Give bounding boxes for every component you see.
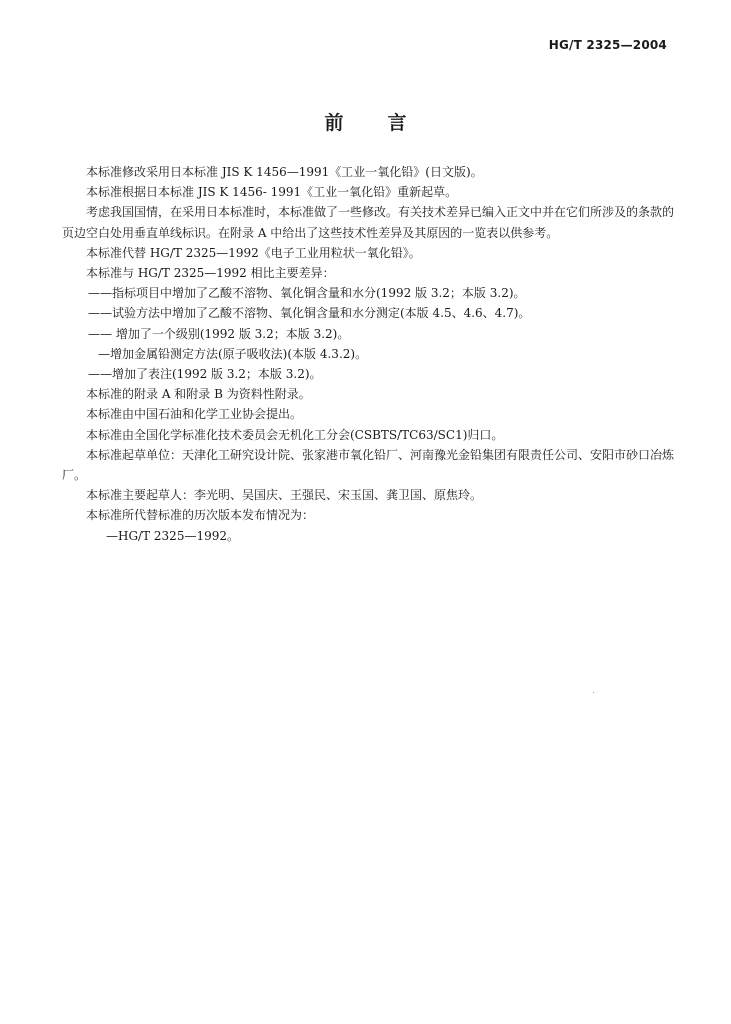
difference-item-3: —— 增加了一个级别(1992 版 3.2；本版 3.2)。 bbox=[88, 326, 350, 341]
difference-item-4: —增加金属铅测定方法(原子吸收法)(本版 4.3.2)。 bbox=[98, 346, 368, 361]
paragraph-drafters: 本标准主要起草人：李光明、吴国庆、王强民、宋玉国、龚卫国、原焦玲。 bbox=[86, 488, 483, 503]
paragraph-drafting-units: 本标准起草单位：天津化工研究设计院、张家港市氧化铅厂、河南豫光金铅集团有限责任公司、安阳市砂口冶炼厂。 bbox=[62, 447, 675, 483]
difference-item-5: ——增加了表注(1992 版 3.2；本版 3.2)。 bbox=[88, 367, 322, 382]
difference-item-2: ——试验方法中增加了乙酸不溶物、氧化铜含量和水分测定(本版 4.5、4.6、4.7)。 bbox=[88, 306, 531, 321]
paragraph-adoption: 本标准修改采用日本标准 JIS K 1456—1991《工业一氧化铅》(日文版)。 bbox=[86, 165, 483, 179]
paragraph-proposer: 本标准由中国石油和化学工业协会提出。 bbox=[86, 407, 303, 422]
standard-code: HG/T 2325—2004 bbox=[548, 38, 667, 52]
paragraph-replaces: 本标准代替 HG/T 2325—1992《电子工业用粒状一氧化铅》。 bbox=[86, 245, 421, 260]
paragraph-modifications: 考虑我国国情，在采用日本标准时，本标准做了一些修改。有关技术差异已编入正文中并在它们所涉及的条款的页边空白处用垂直单线标识。在附录 A 中给出了这些技术性差异及其原因的一览表以供参考。 bbox=[62, 205, 675, 240]
paragraph-history-intro: 本标准所代替标准的历次版本发布情况为： bbox=[86, 508, 315, 523]
paragraph-differences-intro: 本标准与 HG/T 2325—1992 相比主要差异： bbox=[86, 266, 335, 281]
preface-body bbox=[62, 162, 674, 546]
scan-speck bbox=[593, 692, 594, 693]
history-item: —HG/T 2325—1992。 bbox=[106, 528, 239, 543]
page-title: 前言 bbox=[324, 112, 451, 134]
paragraph-appendices: 本标准的附录 A 和附录 B 为资料性附录。 bbox=[86, 387, 311, 402]
difference-item-1: ——指标项目中增加了乙酸不溶物、氧化铜含量和水分(1992 版 3.2；本版 3.2)。 bbox=[88, 286, 526, 301]
paragraph-committee: 本标准由全国化学标准化技术委员会无机化工分会(CSBTS/TC63/SC1)归口。 bbox=[86, 427, 504, 442]
paragraph-drafting-basis: 本标准根据日本标准 JIS K 1456- 1991《工业一氧化铅》重新起草。 bbox=[86, 185, 458, 200]
